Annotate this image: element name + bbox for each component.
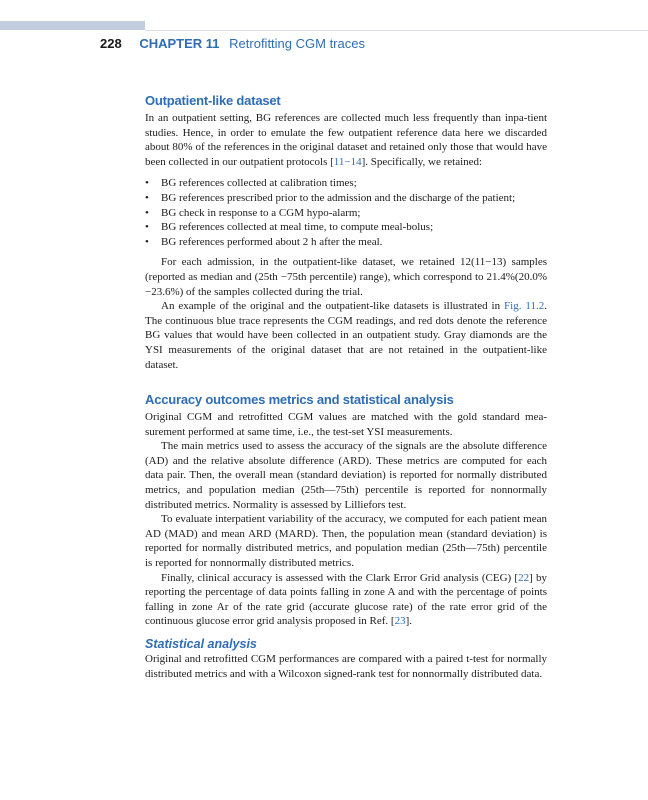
paragraph: Finally, clinical accuracy is assessed with the Clark Error Grid analysis (CEG) [22] by reporting the percentage of data points falling in zone A and with the percentage of points falling in zone Ar of the rate grid (accurate glucose rate) of the rate error grid of the continuous glucose error grid analysis proposed in Ref. [23]. xyxy=(145,571,547,628)
section-heading-accuracy: Accuracy outcomes metrics and statistical analysis xyxy=(145,392,454,408)
list-item: • BG references performed about 2 h after the meal. xyxy=(145,235,547,250)
paragraph: Original CGM and retrofitted CGM values are matched with the gold standard mea-surement performed at same time, i.e., the test-set YSI measurements. xyxy=(145,411,547,438)
subsection-heading-statistical: Statistical analysis xyxy=(145,637,257,651)
header-color-bar xyxy=(0,21,145,30)
header-rule xyxy=(145,30,648,31)
paragraph: Original and retrofitted CGM performances are compared with a paired t-test for normally distributed metrics and with a Wilcoxon signed-rank test for nonnormally distributed data. xyxy=(145,653,547,680)
paragraph: The main metrics used to assess the accuracy of the signals are the absolute difference (AD) and the relative absolute difference (ARD). These metrics are computed for each data pair. Then, the overall mean (standard deviation) is reported for normally distributed metrics, and population median (25th—75th) percentile is reported for nonnormally distributed metrics. Normality is assessed by Lilliefors test. xyxy=(145,440,547,511)
section-heading-outpatient: Outpatient-like dataset xyxy=(145,93,281,108)
chapter-label: CHAPTER 11 xyxy=(139,36,220,51)
bullet-list xyxy=(145,176,547,249)
paragraph: In an outpatient setting, BG references are collected much less frequently than inpa-tient studies. Hence, in order to emulate the few outpatient reference data here we discarded about 80% of the references in the original dataset and retained only those that would have been collected in our outpatient protocols [11−14]. Specifically, we retained: xyxy=(145,112,547,168)
citation-link[interactable]: 22 xyxy=(518,571,530,584)
figure-link[interactable]: Fig. 11.2 xyxy=(504,300,545,313)
paragraph: For each admission, in the outpatient-like dataset, we retained 12(11−13) samples (reported as median and (25th −75th percentile) range), which correspond to 21.4%(20.0% −23.6%) of the samples collected during the trial. xyxy=(145,256,547,298)
list-item: • BG references collected at meal time, to compute meal-bolus; xyxy=(145,220,547,235)
citation-link[interactable]: 23 xyxy=(394,615,406,628)
chapter-title: Retrofitting CGM traces xyxy=(229,36,365,51)
citation-link[interactable]: 11−14 xyxy=(333,155,362,168)
running-header xyxy=(100,36,365,51)
page-body xyxy=(145,93,547,681)
list-item: • BG check in response to a CGM hypo-alarm; xyxy=(145,206,547,221)
paragraph: To evaluate interpatient variability of the accuracy, we computed for each patient mean AD (MAD) and mean ARD (MARD). Then, the population mean (standard deviation) is reported for normally distributed metrics, and population median (25th—75th) percentile is reported for nonnormally distributed metrics. xyxy=(145,513,547,570)
page-number: 228 xyxy=(100,36,122,51)
list-item: • BG references collected at calibration times; xyxy=(145,176,547,191)
paragraph: An example of the original and the outpatient-like datasets is illustrated in Fig. 11.2. The continuous blue trace represents the CGM readings, and red dots denote the reference BG values that would have been collected in an outpatient study. Gray diamonds are the YSI measurements of the original dataset that are not retained in the outpatient-like dataset. xyxy=(145,300,547,371)
list-item: • BG references prescribed prior to the admission and the discharge of the patient; xyxy=(145,191,547,206)
